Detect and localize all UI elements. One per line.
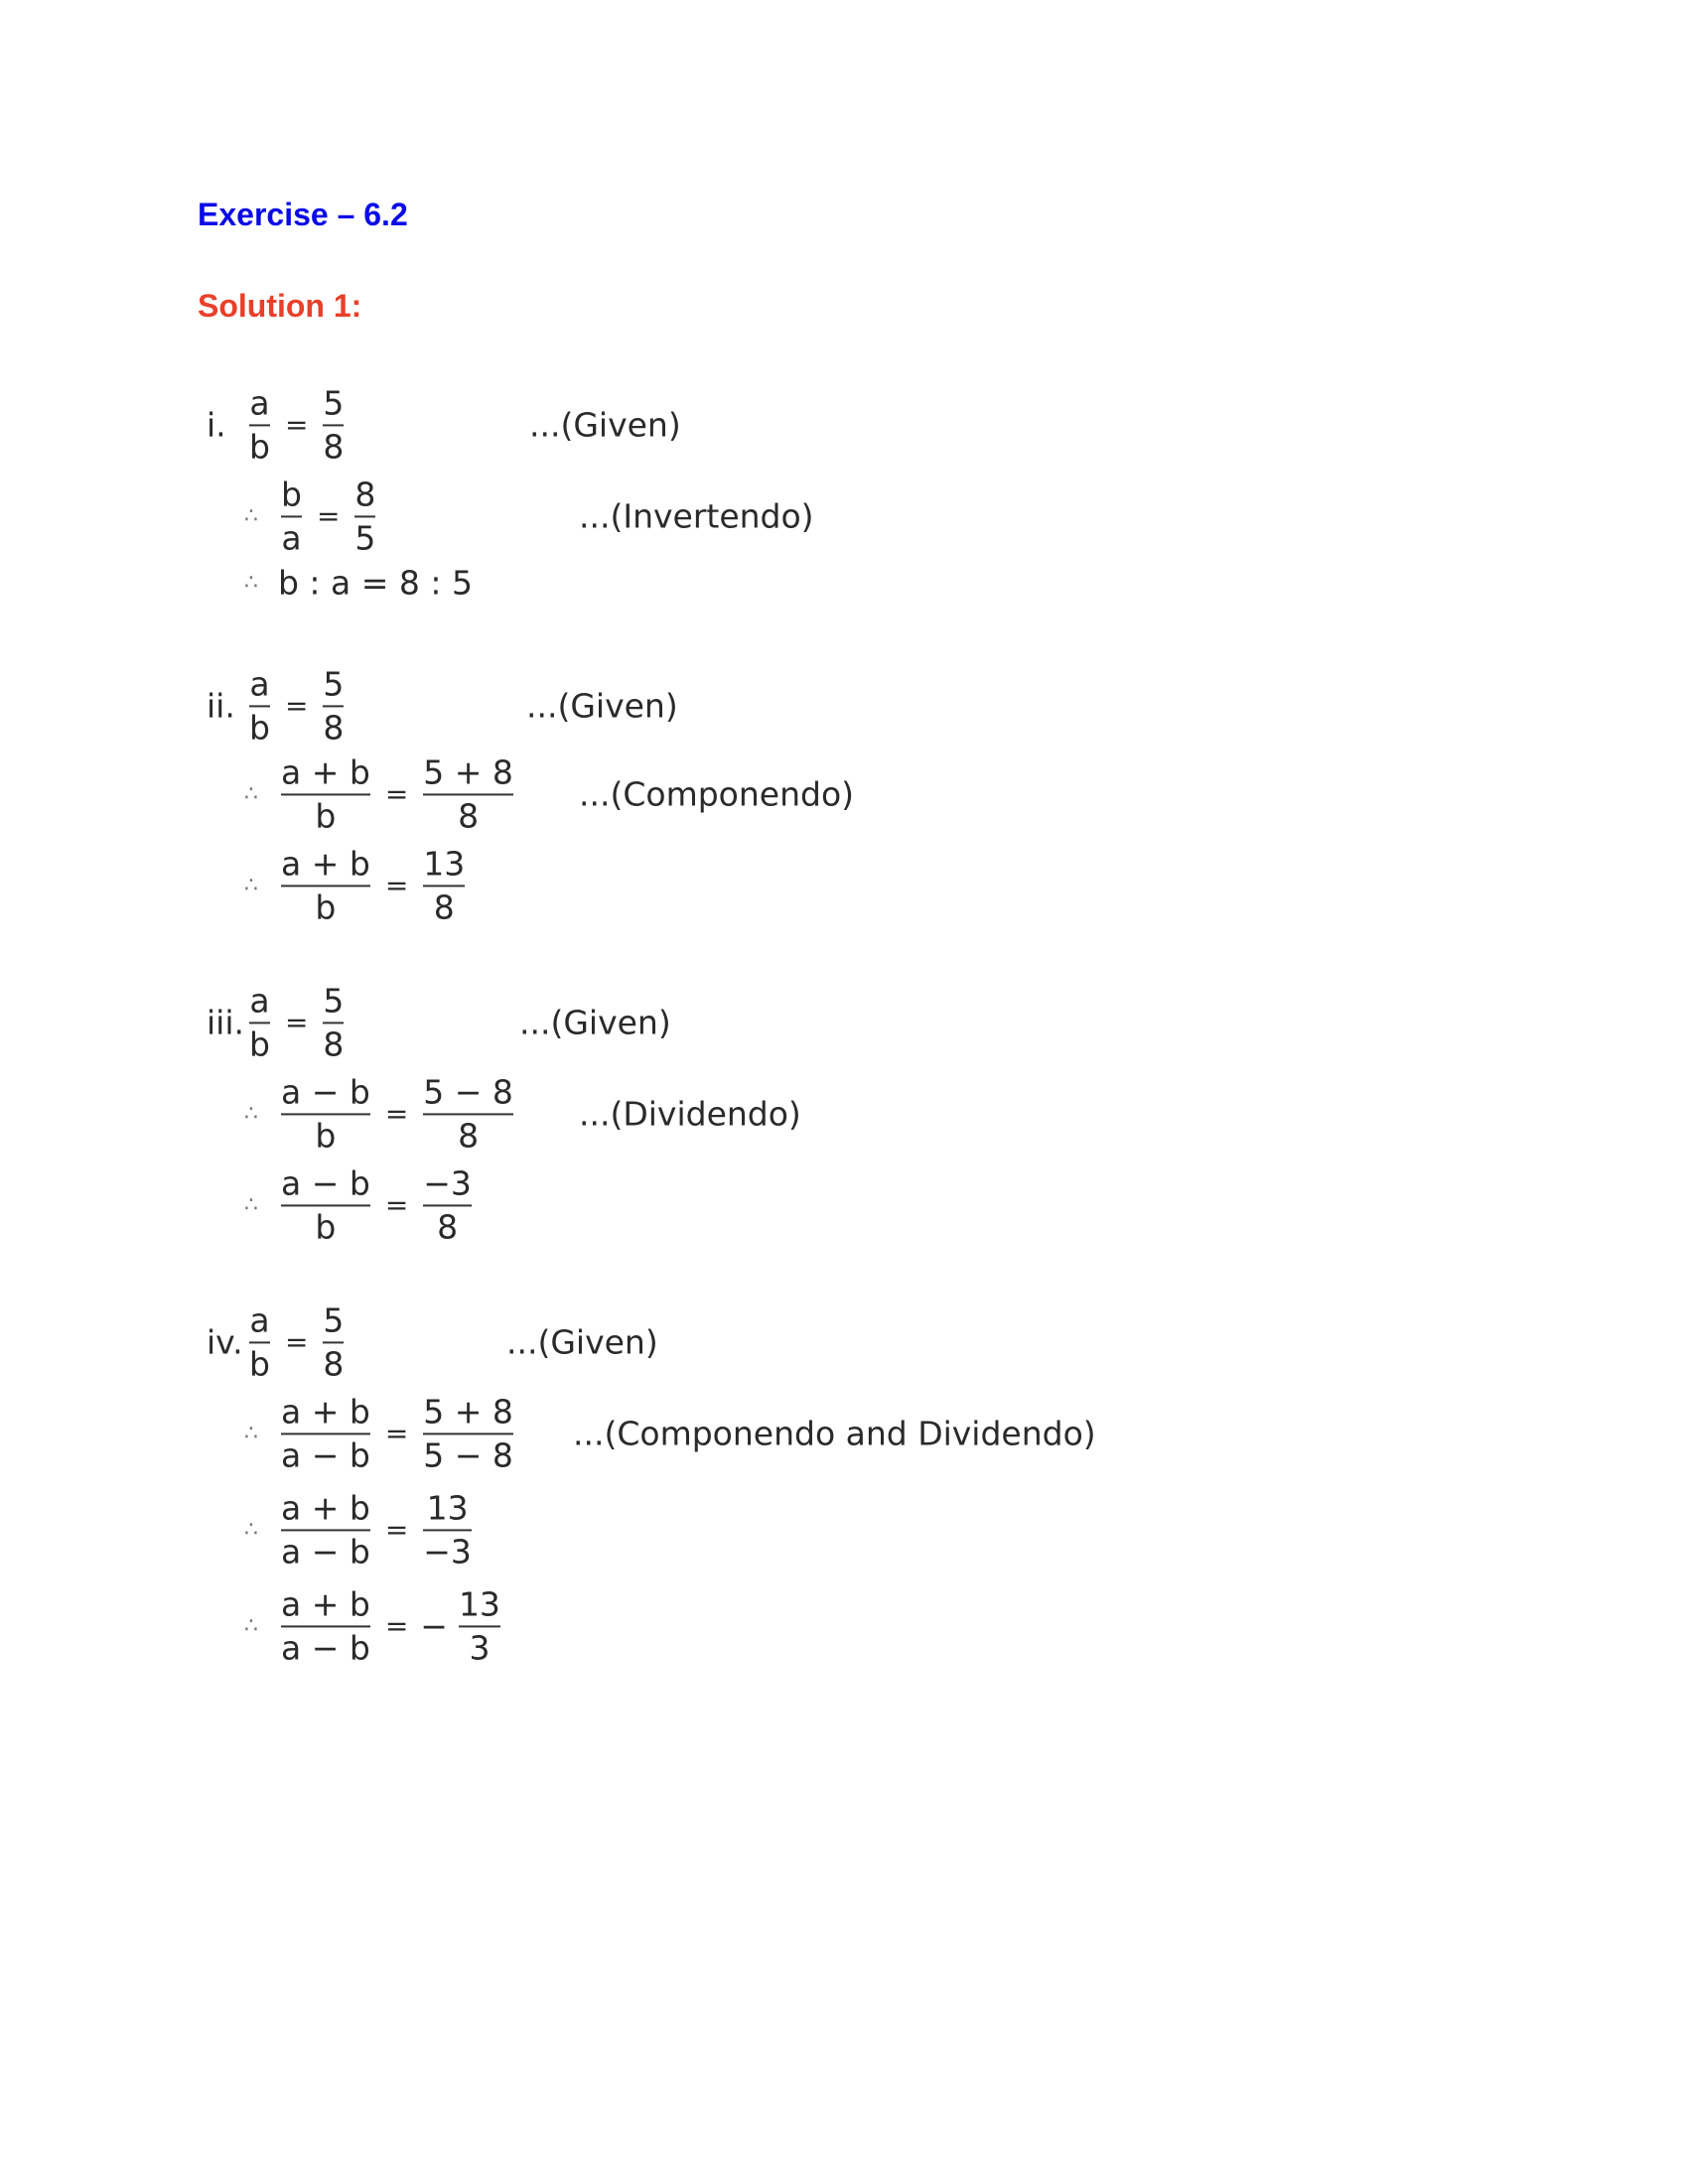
denominator: b <box>249 1024 270 1063</box>
numerator: 13 <box>423 844 466 884</box>
numerator: 5 <box>323 981 345 1021</box>
equals-sign: = <box>384 1417 409 1450</box>
equals-sign: = <box>284 1006 309 1039</box>
lhs-fraction <box>278 844 373 926</box>
fraction-bar <box>423 1433 513 1434</box>
fraction-bar <box>281 1204 370 1206</box>
denominator: 8 <box>323 427 345 466</box>
part-label: iii. <box>207 1003 244 1042</box>
fraction-bar <box>459 1625 500 1627</box>
rhs-fraction <box>420 1072 516 1155</box>
denominator: a − b <box>281 1532 370 1570</box>
step-justification: ...(Given) <box>526 686 678 726</box>
numerator: 13 <box>426 1488 469 1528</box>
step-justification: ...(Given) <box>529 405 681 445</box>
equation-line <box>244 1163 475 1246</box>
equals-sign: = <box>384 1188 409 1222</box>
numerator: a <box>249 1300 270 1340</box>
numerator: 5 + 8 <box>423 1392 513 1432</box>
lhs-fraction <box>278 1584 373 1667</box>
rhs-fraction <box>320 981 347 1063</box>
fraction-bar <box>249 424 270 426</box>
numerator: 5 <box>323 664 345 704</box>
numerator: a + b <box>281 752 370 792</box>
equals-sign: = <box>284 408 309 442</box>
step-justification: ...(Invertendo) <box>579 496 814 536</box>
lhs-fraction <box>246 664 273 747</box>
numerator: a − b <box>281 1163 370 1203</box>
fraction-bar <box>423 793 513 795</box>
fraction-bar <box>281 515 302 517</box>
fraction-bar <box>281 1113 370 1115</box>
lhs-fraction <box>246 383 273 466</box>
rhs-fraction <box>420 1392 516 1474</box>
denominator: 8 <box>323 1344 345 1383</box>
fraction-bar <box>323 705 344 707</box>
therefore-symbol: ∴ <box>244 503 258 529</box>
therefore-symbol: ∴ <box>244 873 258 898</box>
rhs-fraction <box>320 383 347 466</box>
equals-sign: = <box>284 689 309 723</box>
lhs-fraction <box>278 1392 373 1474</box>
fraction-bar <box>281 1433 370 1434</box>
denominator: −3 <box>423 1532 472 1570</box>
numerator: a + b <box>281 844 370 884</box>
equation-line <box>244 475 378 557</box>
denominator: b <box>249 427 270 466</box>
part-label: ii. <box>207 686 235 726</box>
step-justification: ...(Dividendo) <box>579 1094 801 1134</box>
numerator: a <box>249 383 270 423</box>
numerator: 5 − 8 <box>423 1072 513 1112</box>
denominator: a − b <box>281 1628 370 1667</box>
numerator: 8 <box>354 475 376 514</box>
denominator: b <box>315 796 337 835</box>
lhs-fraction <box>278 752 373 835</box>
fraction-bar <box>281 1625 370 1627</box>
equation-line <box>244 1488 475 1570</box>
denominator: 3 <box>469 1628 491 1667</box>
denominator: 8 <box>437 1207 459 1246</box>
numerator: 13 <box>458 1584 500 1624</box>
equation-line <box>207 981 347 1063</box>
denominator: 8 <box>458 796 480 835</box>
therefore-symbol: ∴ <box>244 781 258 807</box>
denominator: b <box>315 1207 337 1246</box>
part-label: iv. <box>207 1322 243 1362</box>
denominator: 8 <box>323 708 345 747</box>
fraction-bar <box>281 1529 370 1531</box>
rhs-fraction <box>456 1584 503 1667</box>
denominator: 8 <box>323 1024 345 1063</box>
fraction-bar <box>354 515 375 517</box>
step-justification: ...(Given) <box>519 1003 671 1042</box>
lhs-fraction <box>278 475 305 557</box>
equals-sign: = <box>284 1325 309 1359</box>
equation-line <box>244 1072 516 1155</box>
step-justification: ...(Componendo and Dividendo) <box>573 1414 1096 1453</box>
rhs-fraction <box>320 1300 347 1383</box>
therefore-symbol: ∴ <box>244 1517 258 1543</box>
denominator: b <box>315 1116 337 1155</box>
fraction-bar <box>423 1204 472 1206</box>
equals-sign: = <box>316 499 341 533</box>
solution-heading: Solution 1: <box>198 288 362 324</box>
numerator: 5 <box>323 383 345 423</box>
fraction-bar <box>323 424 344 426</box>
rhs-fraction <box>320 664 347 747</box>
numerator: a + b <box>281 1488 370 1528</box>
fraction-bar <box>249 1341 270 1343</box>
rhs-fraction <box>420 752 516 835</box>
lhs-fraction <box>246 981 273 1063</box>
numerator: a <box>249 981 270 1021</box>
equals-sign: = <box>384 1097 409 1131</box>
equation-line <box>207 1300 347 1383</box>
equals-sign: = <box>384 1513 409 1547</box>
fraction-bar <box>423 1113 513 1115</box>
denominator: b <box>315 887 337 926</box>
therefore-symbol: ∴ <box>244 570 258 596</box>
lhs-fraction <box>278 1072 373 1155</box>
fraction-bar <box>323 1341 344 1343</box>
denominator: a − b <box>281 1435 370 1474</box>
numerator: b <box>281 475 302 514</box>
equation-line <box>244 752 516 835</box>
lhs-fraction <box>278 1488 373 1570</box>
fraction-bar <box>323 1022 344 1024</box>
equation-line <box>244 1584 503 1667</box>
denominator: b <box>249 708 270 747</box>
rhs-fraction <box>352 475 378 557</box>
rhs-fraction <box>420 1488 475 1570</box>
fraction-bar <box>423 885 465 887</box>
equation-line <box>207 383 347 466</box>
therefore-symbol: ∴ <box>244 1101 258 1127</box>
denominator: a <box>281 518 302 557</box>
denominator: 8 <box>433 887 455 926</box>
lhs-fraction <box>246 1300 273 1383</box>
therefore-symbol: ∴ <box>244 1421 258 1446</box>
fraction-bar <box>249 705 270 707</box>
numerator: 5 + 8 <box>423 752 513 792</box>
equals-sign: = <box>384 1609 409 1643</box>
numerator: −3 <box>423 1163 472 1203</box>
numerator: a + b <box>281 1392 370 1432</box>
numerator: a <box>249 664 270 704</box>
minus-sign: − <box>420 1606 448 1646</box>
step-justification: ...(Given) <box>506 1322 658 1362</box>
denominator: 8 <box>458 1116 480 1155</box>
numerator: a − b <box>281 1072 370 1112</box>
denominator: 5 <box>354 518 376 557</box>
equals-sign: = <box>384 869 409 902</box>
equation-line <box>244 564 473 603</box>
equation-text: b : a = 8 : 5 <box>278 563 473 603</box>
exercise-title: Exercise – 6.2 <box>198 197 408 232</box>
fraction-bar <box>423 1529 472 1531</box>
rhs-fraction <box>420 844 468 926</box>
denominator: b <box>249 1344 270 1383</box>
equation-line <box>207 664 347 747</box>
denominator: 5 − 8 <box>423 1435 513 1474</box>
therefore-symbol: ∴ <box>244 1192 258 1218</box>
numerator: 5 <box>323 1300 345 1340</box>
rhs-fraction <box>420 1163 475 1246</box>
fraction-bar <box>281 793 370 795</box>
equation-line <box>244 844 468 926</box>
lhs-fraction <box>278 1163 373 1246</box>
therefore-symbol: ∴ <box>244 1613 258 1639</box>
equals-sign: = <box>384 777 409 811</box>
fraction-bar <box>281 885 370 887</box>
numerator: a + b <box>281 1584 370 1624</box>
part-label: i. <box>207 405 226 445</box>
fraction-bar <box>249 1022 270 1024</box>
step-justification: ...(Componendo) <box>579 774 855 814</box>
equation-line <box>244 1392 516 1474</box>
